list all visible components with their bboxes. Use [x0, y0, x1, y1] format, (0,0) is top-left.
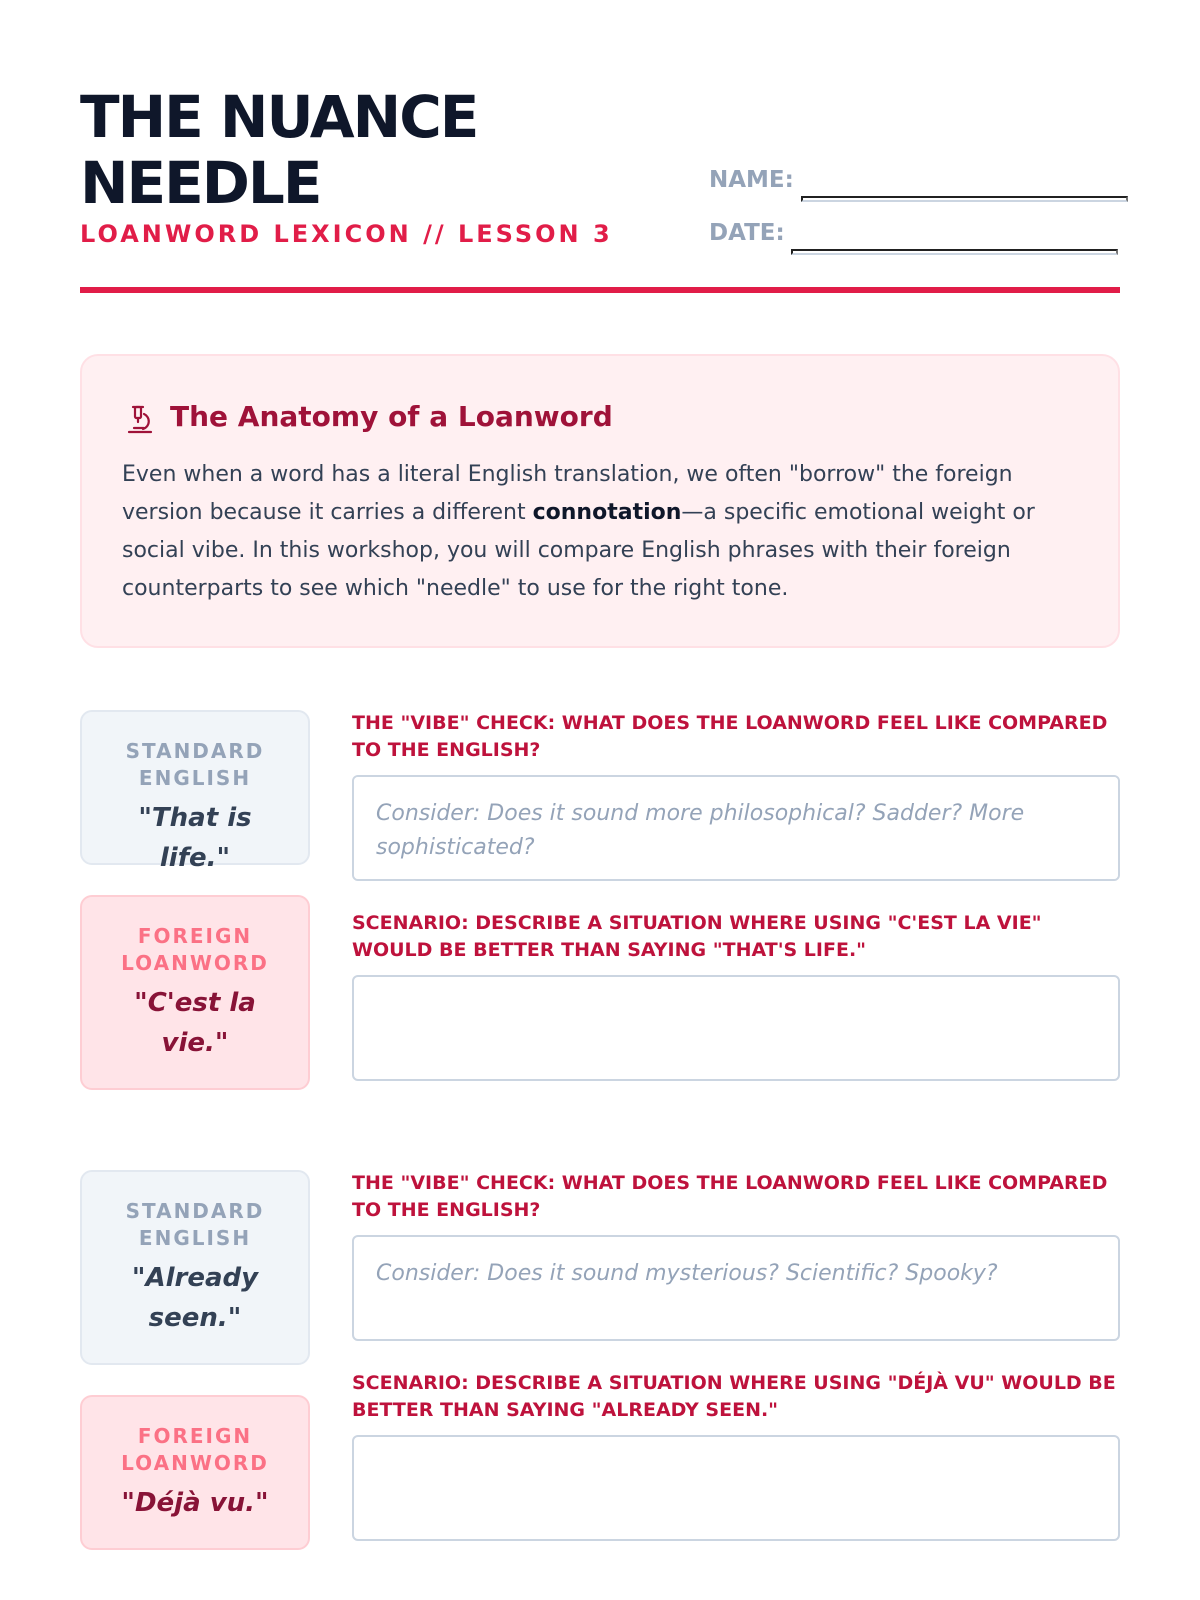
- standard-english-phrase: "That is life.": [138, 803, 252, 873]
- foreign-loanword-card: [80, 895, 310, 1090]
- foreign-loanword-phrase: "Déjà vu.": [121, 1488, 269, 1518]
- intro-text-part: —a specific emotional weight or social vibe. In this workshop, you will compare English phrases with their foreign counterparts to see which "needle" to use for the right tone.: [122, 500, 1035, 601]
- vibe-check-prompt: THE "VIBE" CHECK: WHAT DOES THE LOANWORD FEEL LIKE COMPARED TO THE ENGLISH?: [352, 712, 1108, 761]
- standard-english-phrase: "Already seen.": [131, 1263, 259, 1333]
- foreign-loanword-label: FOREIGN LOANWORD: [121, 1424, 269, 1475]
- page-title: THE NUANCE NEEDLE: [80, 83, 478, 217]
- foreign-loanword-card: [80, 1395, 310, 1550]
- date-field[interactable]: [791, 249, 1118, 255]
- scenario-prompt: SCENARIO: DESCRIBE A SITUATION WHERE USING "DÉJÀ VU" WOULD BE BETTER THAN SAYING "ALREADY SEEN.": [352, 1372, 1116, 1421]
- lesson-subtitle: LOANWORD LEXICON // LESSON 3: [80, 220, 613, 248]
- date-label: DATE:: [709, 220, 785, 246]
- scenario-answer[interactable]: [352, 1435, 1120, 1541]
- header-divider: [80, 287, 1120, 293]
- standard-english-card: [80, 710, 310, 873]
- vibe-check-answer[interactable]: [352, 1235, 1120, 1341]
- vibe-check-answer[interactable]: [352, 775, 1120, 881]
- standard-english-label: STANDARD ENGLISH: [125, 1199, 265, 1250]
- foreign-loanword-phrase: "C'est la vie.": [134, 988, 256, 1058]
- microscope-icon: [124, 404, 156, 436]
- worksheet-header: [80, 84, 1120, 304]
- name-field[interactable]: [801, 196, 1128, 202]
- intro-text-part: Even when a word has a literal English translation, we often "borrow" the foreign version because it carries a different: [122, 462, 1013, 525]
- worksheet-page: [80, 0, 1120, 1600]
- standard-english-card: [80, 1170, 310, 1365]
- foreign-loanword-label: FOREIGN LOANWORD: [121, 924, 269, 975]
- standard-english-label: STANDARD ENGLISH: [125, 739, 265, 790]
- intro-heading: The Anatomy of a Loanword: [170, 400, 613, 433]
- intro-text: [122, 456, 1082, 608]
- intro-callout: [80, 354, 1120, 648]
- name-label: NAME:: [709, 167, 794, 193]
- vibe-check-prompt: THE "VIBE" CHECK: WHAT DOES THE LOANWORD FEEL LIKE COMPARED TO THE ENGLISH?: [352, 1172, 1108, 1221]
- scenario-prompt: SCENARIO: DESCRIBE A SITUATION WHERE USING "C'EST LA VIE" WOULD BE BETTER THAN SAYING "THAT'S LIFE.": [352, 912, 1042, 961]
- scenario-answer[interactable]: [352, 975, 1120, 1081]
- intro-text-keyword: connotation: [532, 500, 682, 525]
